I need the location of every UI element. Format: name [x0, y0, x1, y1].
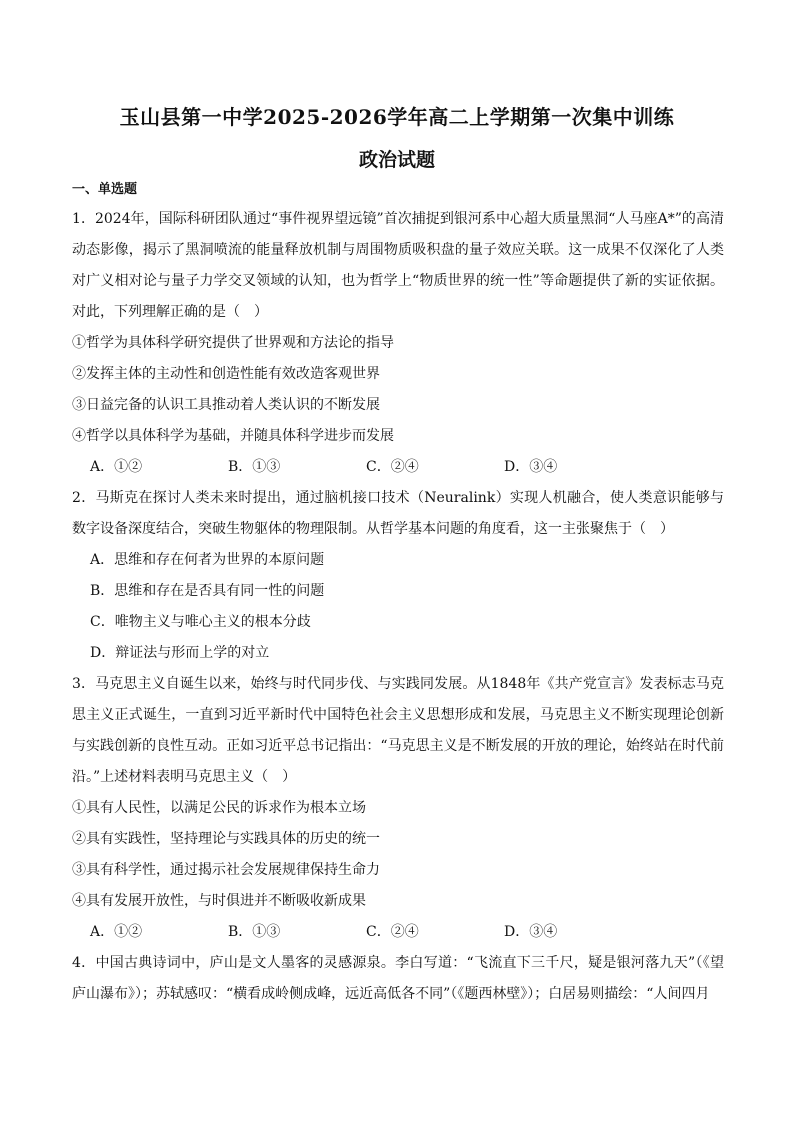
option-d[interactable]: D．辩证法与形而上学的对立 — [90, 645, 270, 661]
section-heading: 一、单选题 — [72, 182, 138, 197]
option-c[interactable]: C．②④ — [366, 459, 419, 475]
statement-item: ②具有实践性，坚持理论与实践具体的历史的统一 — [72, 831, 380, 847]
answer-options — [72, 452, 724, 483]
statement-item: ①哲学为具体科学研究提供了世界观和方法论的指导 — [72, 335, 394, 351]
question-stem: 2．马斯克在探讨人类未来时提出，通过脑机接口技术（Neuralink）实现人机融合，使人类意识能够与数字设备深度结合，突破生物躯体的物理限制。从哲学基本问题的角度看，这一主张聚焦于（ ） — [72, 490, 724, 537]
option-a[interactable]: A．①② — [90, 924, 143, 940]
option-d[interactable]: D．③④ — [504, 459, 558, 475]
option-d[interactable]: D．③④ — [504, 924, 558, 940]
option-a[interactable]: A．思维和存在何者为世界的本原问题 — [90, 552, 325, 568]
option-b[interactable]: B．①③ — [228, 924, 281, 940]
option-c[interactable]: C．唯物主义与唯心主义的根本分歧 — [90, 614, 311, 630]
question-stem: 1．2024年，国际科研团队通过“事件视界望远镜”首次捕捉到银河系中心超大质量黑洞“人马座A*”的高清动态影像，揭示了黑洞喷流的能量释放机制与周围物质吸积盘的量子效应关联。这一成果不仅深化了人类对广义相对论与量子力学交叉领域的认知，也为哲学上“物质世界的统一性”等命题提供了新的实证依据。对此，下列理解正确的是（ ） — [72, 211, 724, 320]
question-4 — [72, 948, 724, 1010]
exam-title: 玉山县第一中学2025-2026学年高二上学期第一次集中训练 — [119, 105, 675, 129]
exam-subtitle: 政治试题 — [358, 149, 435, 171]
answer-options — [72, 917, 724, 948]
question-stem: 3．马克思主义自诞生以来，始终与时代同步伐、与实践同发展。从1848年《共产党宣言》发表标志马克思主义正式诞生，一直到习近平新时代中国特色社会主义思想形成和发展，马克思主义不断实现理论创新与实践创新的良性互动。正如习近平总书记指出：“马克思主义是不断发展的开放的理论，始终站在时代前沿。”上述材料表明马克思主义（ ） — [72, 676, 724, 785]
question-1 — [72, 204, 724, 483]
option-b[interactable]: B．①③ — [228, 459, 281, 475]
option-c[interactable]: C．②④ — [366, 924, 419, 940]
statement-item: ④具有发展开放性，与时俱进并不断吸收新成果 — [72, 893, 366, 909]
statement-item: ③具有科学性，通过揭示社会发展规律保持生命力 — [72, 862, 380, 878]
statement-item: ②发挥主体的主动性和创造性能有效改造客观世界 — [72, 366, 380, 382]
exam-content — [72, 180, 724, 1010]
question-2 — [72, 483, 724, 669]
question-3 — [72, 669, 724, 948]
statement-item: ③日益完备的认识工具推动着人类认识的不断发展 — [72, 397, 380, 413]
statement-item: ①具有人民性，以满足公民的诉求作为根本立场 — [72, 800, 366, 816]
option-a[interactable]: A．①② — [90, 459, 143, 475]
question-stem: 4．中国古典诗词中，庐山是文人墨客的灵感源泉。李白写道：“飞流直下三千尺，疑是银河落九天”（《望庐山瀑布》）；苏轼感叹：“横看成岭侧成峰，远近高低各不同”（《题西林壁》）；白居易则描绘：“人间四月 — [72, 955, 724, 1002]
option-b[interactable]: B．思维和存在是否具有同一性的问题 — [90, 583, 325, 599]
statement-item: ④哲学以具体科学为基础，并随具体科学进步而发展 — [72, 428, 394, 444]
